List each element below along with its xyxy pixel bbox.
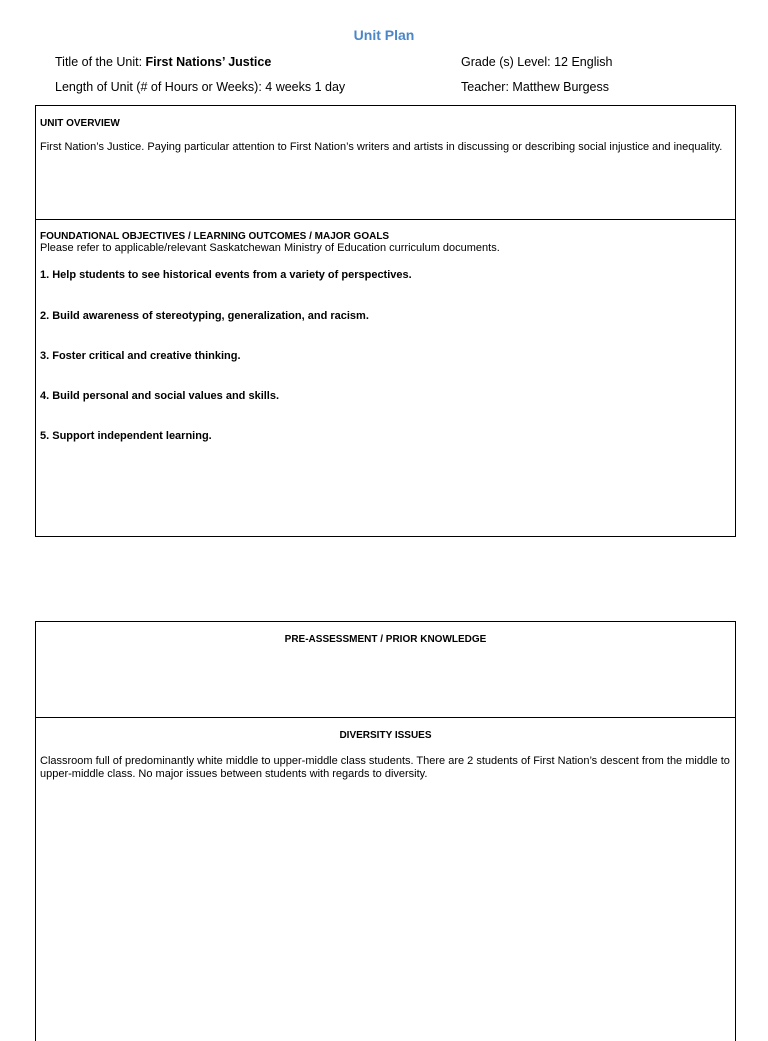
unit-title-row: [55, 55, 271, 69]
goal-item: 1. Help students to see historical events from a variety of perspectives.: [40, 269, 412, 281]
objectives-heading: FOUNDATIONAL OBJECTIVES / LEARNING OUTCOMES / MAJOR GOALS: [40, 231, 390, 242]
diversity-heading: DIVERSITY ISSUES: [339, 730, 432, 741]
overview-objectives-box: [35, 105, 736, 537]
grade-level: Grade (s) Level: 12 English: [461, 55, 613, 69]
preassessment-heading: PRE-ASSESSMENT / PRIOR KNOWLEDGE: [284, 634, 487, 645]
goal-item: 3. Foster critical and creative thinking.: [40, 350, 241, 362]
diversity-text: Classroom full of predominantly white middle to upper-middle class students. There are 2 students of First Nation’s descent from the middle to upper-middle class. No major issues between students with regards to diversity.: [40, 755, 730, 780]
unit-title-value: First Nations’ Justice: [145, 55, 272, 69]
goal-item: 2. Build awareness of stereotyping, generalization, and racism.: [40, 310, 369, 322]
page-title: Unit Plan: [353, 27, 415, 43]
unit-title-label: Title of the Unit:: [55, 55, 146, 69]
unit-overview-section: [36, 118, 735, 154]
unit-overview-text: First Nation’s Justice. Paying particular attention to First Nation’s writers and artists in discussing or describing social injustice and inequality.: [40, 141, 723, 153]
section-divider: [36, 219, 735, 220]
goal-item: 4. Build personal and social values and skills.: [40, 390, 280, 402]
objectives-header: [36, 231, 735, 255]
unit-overview-heading: UNIT OVERVIEW: [40, 118, 120, 129]
assessment-diversity-box: [35, 621, 736, 1041]
teacher-name: Teacher: Matthew Burgess: [461, 80, 609, 94]
goal-item: 5. Support independent learning.: [40, 430, 212, 442]
section-divider: [36, 717, 735, 718]
unit-length: Length of Unit (# of Hours or Weeks): 4 weeks 1 day: [55, 80, 346, 94]
objectives-note: Please refer to applicable/relevant Saskatchewan Ministry of Education curriculum documents.: [40, 242, 500, 254]
